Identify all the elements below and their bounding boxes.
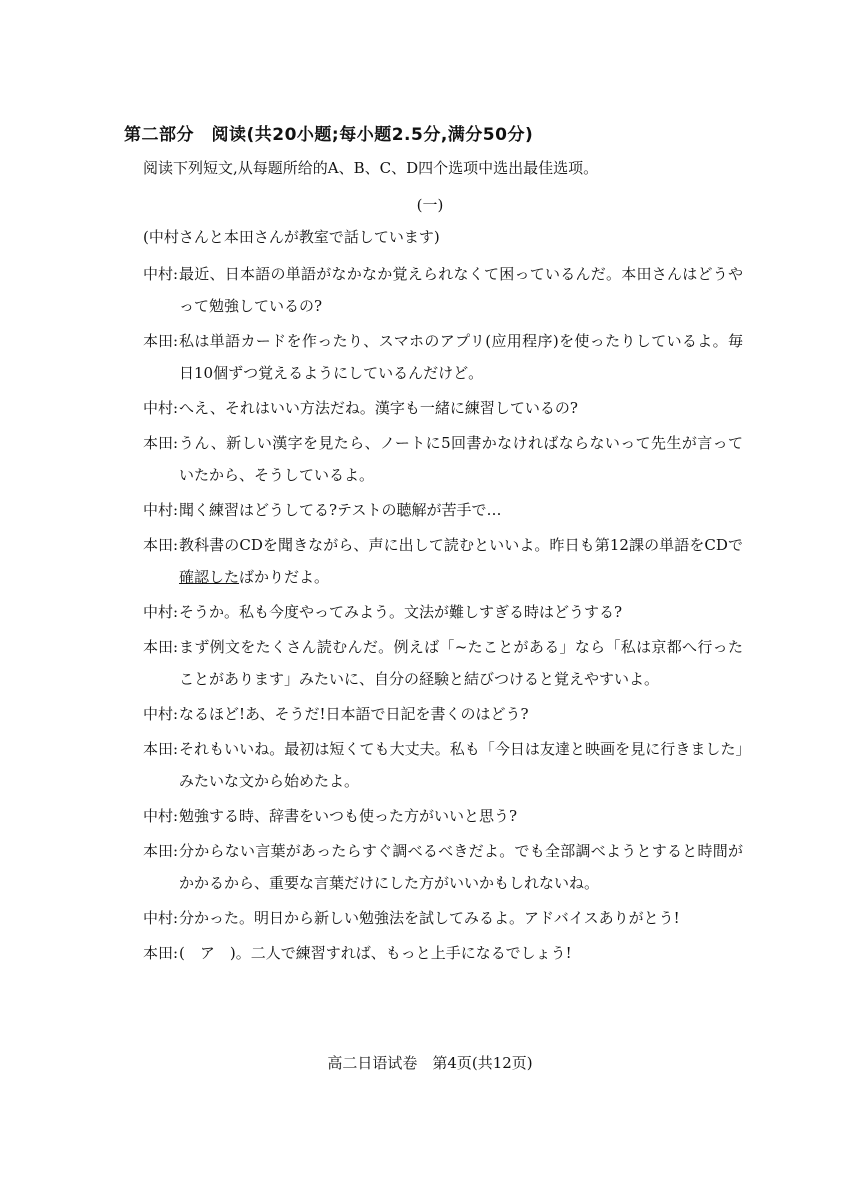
dialogue-turn: 中村 : へえ、それはいい方法だね。漢字も一緒に練習しているの? — [143, 392, 743, 424]
dialogue-turn: 中村 : 聞く練習はどうしてる?テストの聴解が苦手で… — [143, 494, 743, 526]
turn-text: へえ、それはいい方法だね。漢字も一緒に練習しているの? — [179, 399, 578, 417]
dialogue-turn: 中村 : 勉強する時、辞書をいつも使った方がいいと思う? — [143, 800, 743, 832]
turn-text: 聞く練習はどうしてる?テストの聴解が苦手で… — [179, 501, 502, 519]
speaker: 本田 — [143, 434, 174, 452]
turn-text: それもいいね。最初は短くても大丈夫。私も「今日は友達と映画を見に行きました」みたいな文から始めたよ。 — [179, 740, 743, 790]
dialogue-turn: 本田 : ( ア )。二人で練習すれば、もっと上手になるでしょう! — [143, 937, 743, 969]
speaker: 中村 — [143, 807, 174, 825]
dialogue-turn: 本田 : 私は単語カードを作ったり、スマホのアプリ(应用程序)を使ったりしているよ。毎日10個ずつ覚えるようにしているんだけど。 — [143, 325, 743, 389]
speaker: 本田 — [143, 842, 174, 860]
turn-text: そうか。私も今度やってみよう。文法が難しすぎる時はどうする? — [179, 603, 623, 621]
turn-text: ( ア )。二人で練習すれば、もっと上手になるでしょう! — [179, 944, 572, 962]
dialogue-turn: 本田 : 分からない言葉があったらすぐ調べるべきだよ。でも全部調べようとすると時間がかかるから、重要な言葉だけにした方がいいかもしれないね。 — [143, 835, 743, 899]
section-instruction: 阅读下列短文,从每题所给的A、B、C、D四个选项中选出最佳选项。 — [143, 159, 599, 177]
speaker: 中村 — [143, 501, 174, 519]
turn-text: 分かった。明日から新しい勉強法を試してみるよ。アドバイスありがとう! — [179, 909, 680, 927]
turn-text: 勉強する時、辞書をいつも使った方がいいと思う? — [179, 807, 518, 825]
underlined-word: 確認した — [179, 568, 240, 586]
turn-text: 分からない言葉があったらすぐ調べるべきだよ。でも全部調べようとすると時間がかかるから、重要な言葉だけにした方がいいかもしれないね。 — [179, 842, 743, 892]
speaker: 中村 — [143, 603, 174, 621]
speaker: 中村 — [143, 399, 174, 417]
speaker: 本田 — [143, 638, 174, 656]
speaker: 中村 — [143, 705, 174, 723]
dialogue-turn: 本田 : うん、新しい漢字を見たら、ノートに5回書かなければならないって先生が言っていたから、そうしているよ。 — [143, 427, 743, 491]
dialogue-scene: (中村さんと本田さんが教室で話しています) — [143, 228, 440, 246]
page-footer: 高二日语试卷 第4页(共12页) — [327, 1054, 533, 1072]
speaker: 中村 — [143, 909, 174, 927]
turn-text: まず例文をたくさん読むんだ。例えば「~たことがある」なら「私は京都へ行ったことがあります」みたいに、自分の経験と結びつけると覚えやすいよ。 — [179, 638, 743, 688]
turn-text: うん、新しい漢字を見たら、ノートに5回書かなければならないって先生が言っていたから、そうしているよ。 — [179, 434, 743, 484]
speaker: 中村 — [143, 265, 174, 283]
dialogue-turn: 中村 : 最近、日本語の単語がなかなか覚えられなくて困っているんだ。本田さんはどうやって勉強しているの? — [143, 258, 743, 322]
turn-text: 教科書のCDを聞きながら、声に出して読むといいよ。昨日も第12課の単語をCDで確認したばかりだよ。 — [179, 536, 743, 586]
speaker: 本田 — [143, 332, 174, 350]
dialogue-turn: 中村 : 分かった。明日から新しい勉強法を試してみるよ。アドバイスありがとう! — [143, 902, 743, 934]
section-heading: 第二部分 阅读(共20小题;每小题2.5分,满分50分) — [124, 125, 534, 145]
dialogue-turn: 本田 : まず例文をたくさん読むんだ。例えば「~たことがある」なら「私は京都へ行ったことがあります」みたいに、自分の経験と結びつけると覚えやすいよ。 — [143, 631, 743, 695]
dialogue-turn: 中村 : なるほど!あ、そうだ!日本語で日記を書くのはどう? — [143, 698, 743, 730]
speaker: 本田 — [143, 740, 174, 758]
dialogue — [143, 258, 743, 972]
turn-text: なるほど!あ、そうだ!日本語で日記を書くのはどう? — [179, 705, 529, 723]
dialogue-turn: 本田 : それもいいね。最初は短くても大丈夫。私も「今日は友達と映画を見に行きました」みたいな文から始めたよ。 — [143, 733, 743, 797]
turn-text: 最近、日本語の単語がなかなか覚えられなくて困っているんだ。本田さんはどうやって勉強しているの? — [179, 265, 743, 315]
dialogue-turn: 中村 : そうか。私も今度やってみよう。文法が難しすぎる時はどうする? — [143, 596, 743, 628]
turn-text: 私は単語カードを作ったり、スマホのアプリ(应用程序)を使ったりしているよ。毎日10個ずつ覚えるようにしているんだけど。 — [179, 332, 743, 382]
passage-number: (一) — [416, 196, 444, 214]
dialogue-turn: 本田 : 教科書のCDを聞きながら、声に出して読むといいよ。昨日も第12課の単語をCDで確認したばかりだよ。 — [143, 529, 743, 593]
speaker: 本田 — [143, 536, 174, 554]
speaker: 本田 — [143, 944, 174, 962]
